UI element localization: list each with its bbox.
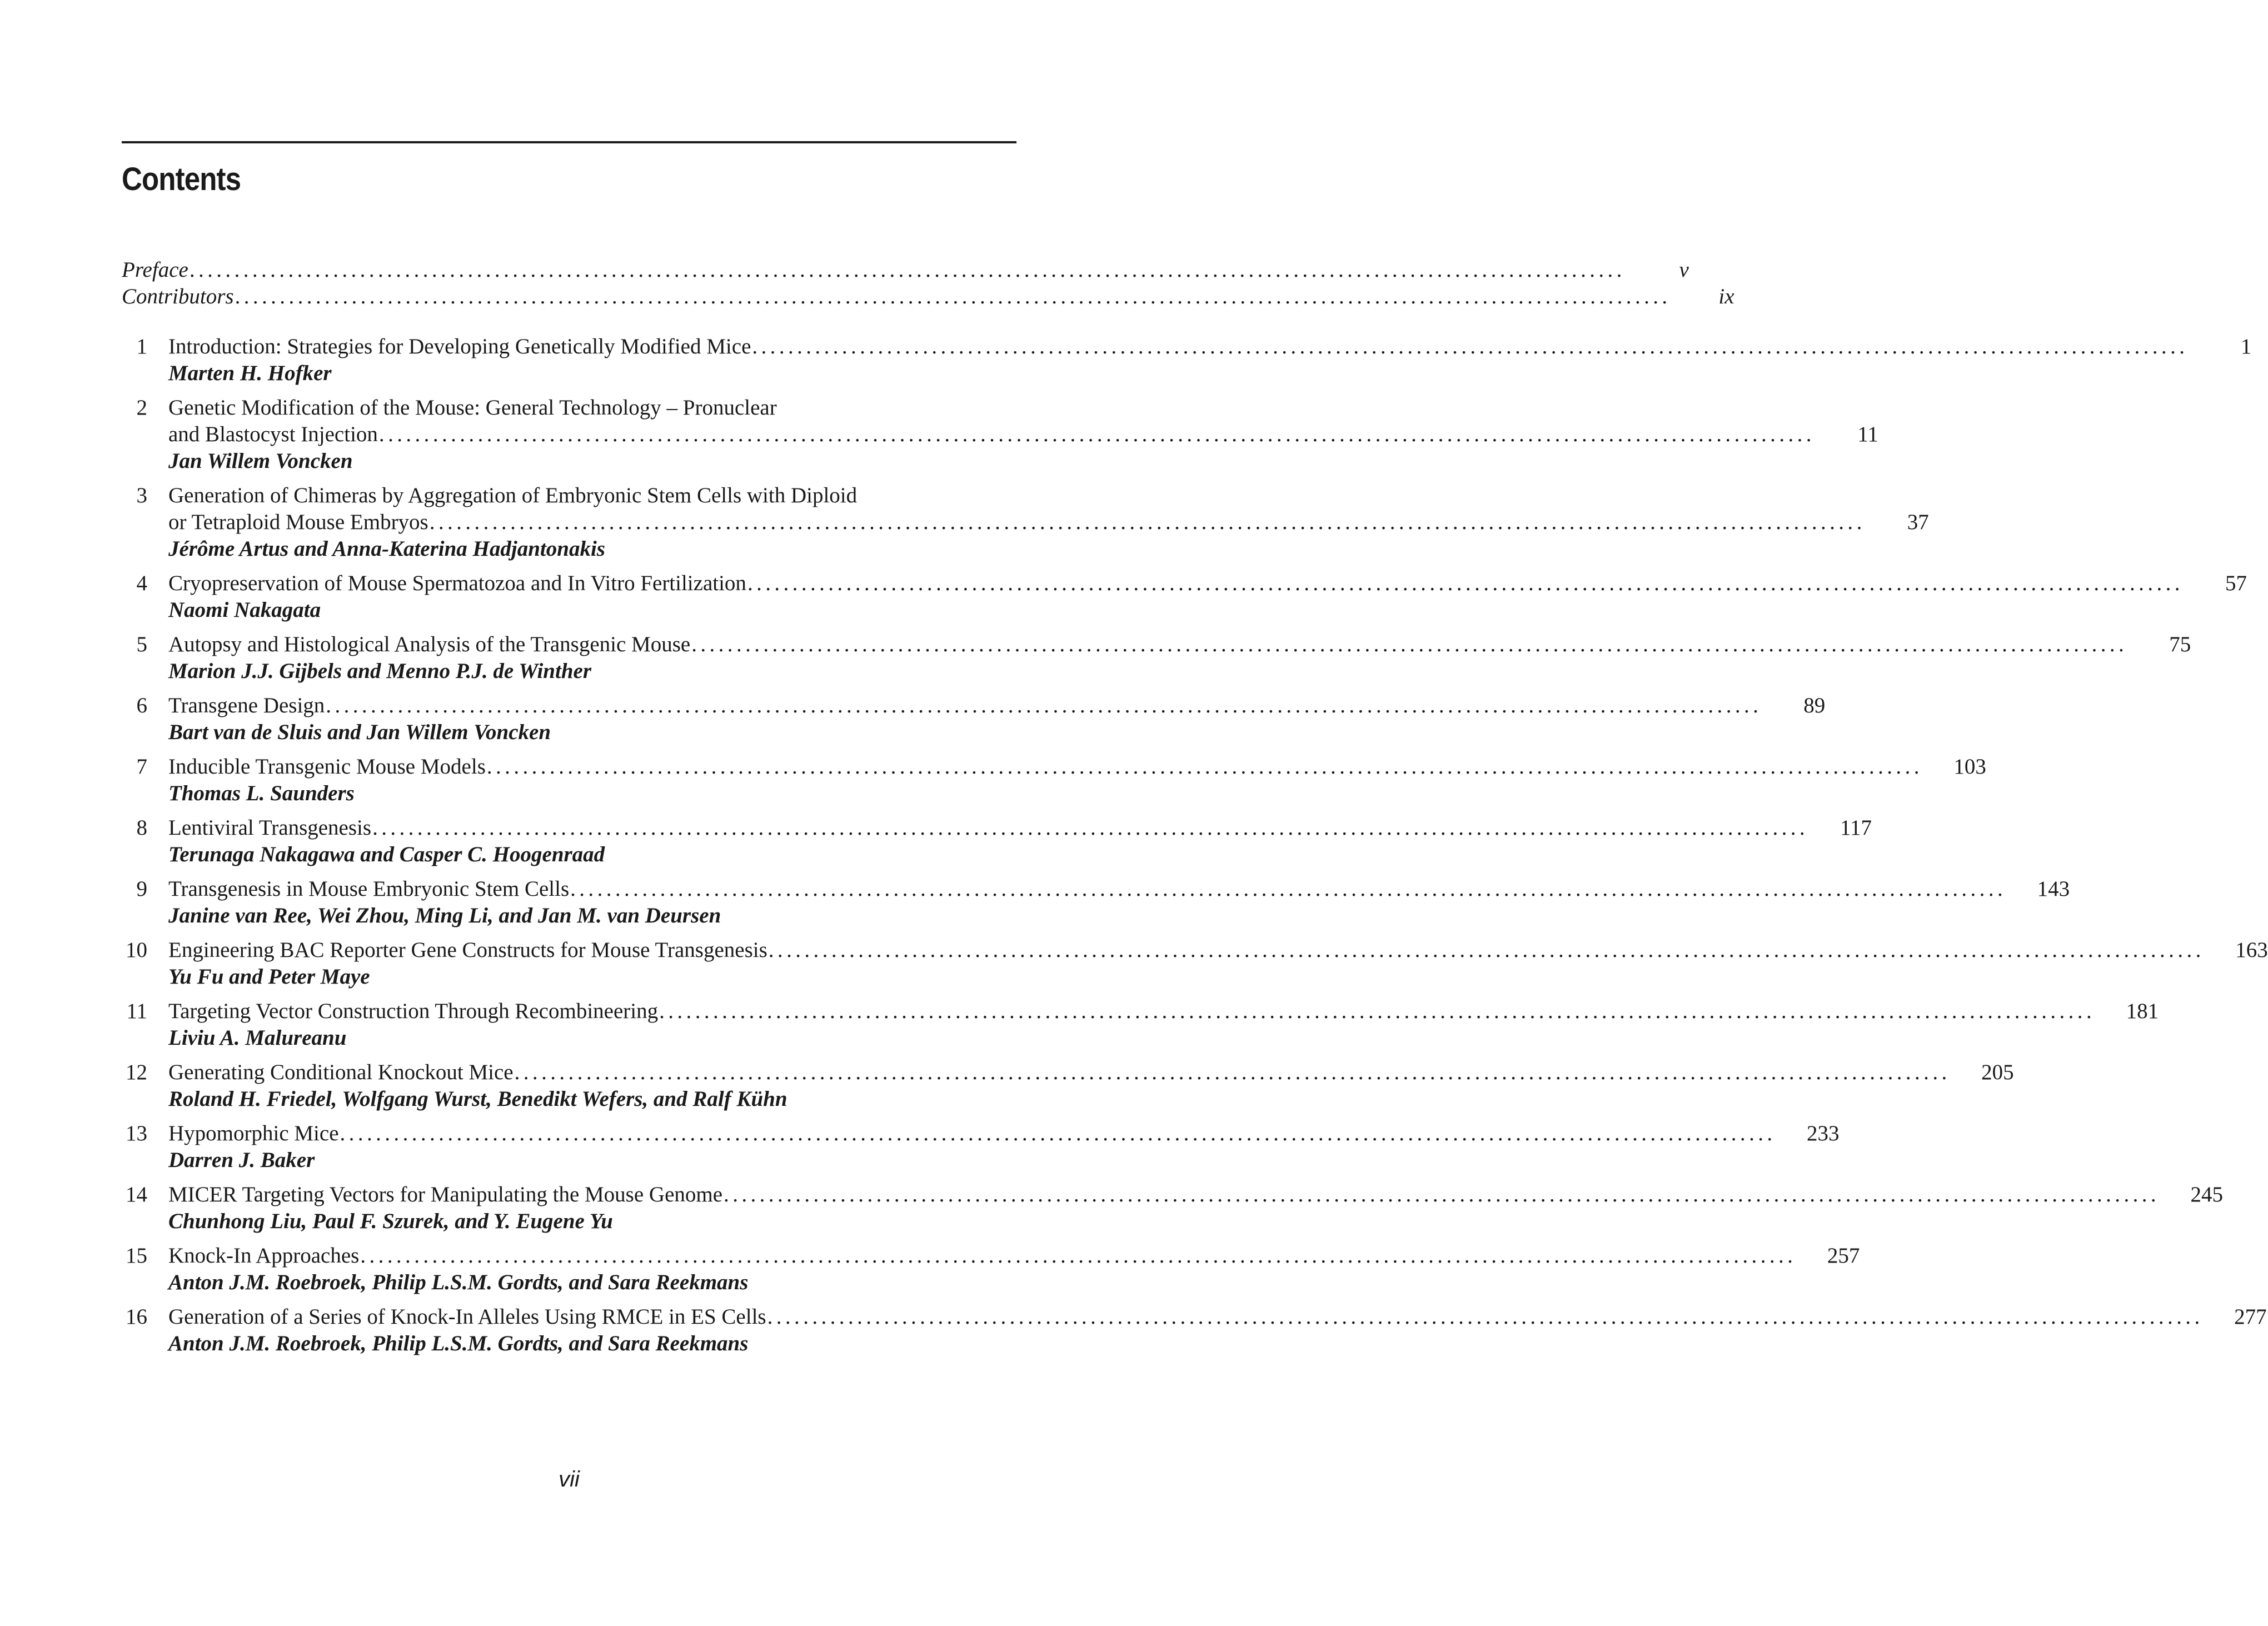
entry-title: MICER Targeting Vectors for Manipulating the Mouse Genome: [168, 1183, 723, 1206]
chapter-authors: Yu Fu and Peter Maye: [168, 965, 370, 989]
chapter-authors: Roland H. Friedel, Wolfgang Wurst, Benedikt Wefers, and Ralf Kühn: [168, 1087, 787, 1111]
chapter-title-line: [168, 333, 2252, 360]
chapter-entry: [122, 570, 2247, 624]
entry-title: Targeting Vector Construction Through Recombineering: [168, 999, 659, 1023]
dot-leader: ................................................................................................................................................................: [326, 694, 1762, 717]
chapter-entry: [122, 754, 1986, 807]
chapter-entry: [122, 998, 2159, 1051]
chapter-title-line: [168, 570, 2247, 597]
front-matter-list: [122, 257, 1734, 310]
chapter-number: 5: [136, 632, 147, 656]
chapter-title-line: [168, 1120, 1840, 1147]
chapter-title-line: [168, 692, 1826, 719]
chapter-number: 8: [136, 816, 147, 840]
table-of-contents: [122, 257, 2268, 1365]
chapter-authors: Jan Willem Voncken: [168, 449, 353, 473]
dot-leader: ................................................................................................................................................................: [691, 632, 2128, 656]
chapter-title-line: [168, 631, 2191, 658]
chapter-number: 1: [136, 335, 147, 358]
chapter-number: 12: [126, 1060, 147, 1084]
chapter-number: 7: [136, 755, 147, 779]
entry-page-number: 37: [1907, 510, 1929, 534]
chapter-number: 6: [136, 694, 147, 717]
chapter-title-line: [168, 1181, 2224, 1208]
chapter-entry: [122, 1243, 1860, 1296]
chapter-authors: Liviu A. Malureanu: [168, 1026, 347, 1050]
dot-leader: ................................................................................................................................................................: [372, 816, 1809, 840]
entry-title: and Blastocyst Injection: [168, 422, 378, 446]
page-title: Contents: [122, 161, 241, 197]
chapter-entry: [122, 1181, 2224, 1235]
chapter-entry: [122, 1304, 2267, 1357]
dot-leader: ................................................................................................................................................................: [189, 258, 1626, 282]
chapter-number: 4: [136, 571, 147, 595]
entry-page-number: 163: [2235, 938, 2268, 962]
entry-page-number: 75: [2169, 632, 2191, 656]
chapter-number: 13: [126, 1121, 147, 1145]
chapter-entry: [122, 937, 2268, 990]
entry-page-number: 205: [1981, 1060, 2014, 1084]
chapter-title-line: [168, 1059, 2014, 1086]
entry-page-number: 245: [2190, 1183, 2224, 1206]
chapter-entry: [122, 395, 1878, 475]
dot-leader: ................................................................................................................................................................: [514, 1060, 1951, 1084]
chapter-authors: Terunaga Nakagawa and Casper C. Hoogenraad: [168, 842, 605, 866]
entry-page-number: 143: [2037, 877, 2070, 901]
dot-leader: ................................................................................................................................................................: [659, 999, 2096, 1023]
chapter-title-line: [168, 937, 2268, 964]
chapter-authors: Anton J.M. Roebroek, Philip L.S.M. Gordts, and Sara Reekmans: [168, 1331, 749, 1355]
chapter-authors: Anton J.M. Roebroek, Philip L.S.M. Gordts, and Sara Reekmans: [168, 1270, 749, 1294]
entry-page-number: 103: [1953, 755, 1986, 779]
chapter-entry: [122, 482, 1929, 562]
chapter-entry: [122, 815, 1872, 868]
entry-title: or Tetraploid Mouse Embryos: [168, 510, 428, 534]
chapter-number: 2: [136, 396, 147, 420]
chapter-entry: [122, 1059, 2014, 1113]
chapter-title-line: [168, 395, 1016, 421]
entry-page-number: 89: [1803, 694, 1826, 717]
entry-title: Genetic Modification of the Mouse: General Technology – Pronuclear: [168, 396, 777, 420]
dot-leader: ................................................................................................................................................................: [752, 335, 2189, 358]
chapter-number: 15: [126, 1244, 147, 1268]
entry-page-number: v: [1679, 258, 1689, 282]
chapter-authors: Thomas L. Saunders: [168, 781, 355, 805]
dot-leader: ................................................................................................................................................................: [340, 1121, 1776, 1145]
entry-title: Autopsy and Histological Analysis of the Transgenic Mouse: [168, 632, 691, 656]
entry-page-number: ix: [1718, 285, 1734, 308]
dot-leader: ................................................................................................................................................................: [429, 510, 1866, 534]
chapter-title-line: [168, 1304, 2267, 1330]
chapter-authors: Jérôme Artus and Anna-Katerina Hadjantonakis: [168, 537, 605, 561]
entry-page-number: 257: [1827, 1244, 1860, 1268]
entry-title: Contributors: [122, 285, 234, 308]
entry-title: Generation of a Series of Knock-In Alleles Using RMCE in ES Cells: [168, 1305, 766, 1329]
dot-leader: ................................................................................................................................................................: [767, 1305, 2204, 1329]
chapter-title-line: [168, 509, 1929, 536]
page-number: vii: [559, 1467, 580, 1492]
entry-title: Engineering BAC Reporter Gene Constructs for Mouse Transgenesis: [168, 938, 767, 962]
entry-title: Inducible Transgenic Mouse Models: [168, 755, 486, 779]
chapter-entry: [122, 333, 2252, 387]
entry-title: Cryopreservation of Mouse Spermatozoa and In Vitro Fertilization: [168, 571, 746, 595]
dot-leader: ................................................................................................................................................................: [360, 1244, 1797, 1268]
dot-leader: ................................................................................................................................................................: [235, 285, 1671, 308]
entry-title: Transgene Design: [168, 694, 325, 717]
chapter-title-line: [168, 482, 1016, 509]
chapter-authors: Chunhong Liu, Paul F. Szurek, and Y. Eugene Yu: [168, 1209, 613, 1233]
chapter-title-line: [168, 754, 1986, 780]
chapter-title-line: [168, 876, 2070, 902]
chapter-entry: [122, 1120, 1840, 1174]
front-matter-item: [122, 257, 1689, 283]
dot-leader: ................................................................................................................................................................: [768, 938, 2205, 962]
chapter-authors: Bart van de Sluis and Jan Willem Voncken: [168, 720, 551, 744]
chapter-entry: [122, 692, 1826, 746]
entry-page-number: 233: [1807, 1121, 1840, 1145]
entry-title: Hypomorphic Mice: [168, 1121, 339, 1145]
dot-leader: ................................................................................................................................................................: [747, 571, 2184, 595]
chapter-authors: Darren J. Baker: [168, 1148, 315, 1172]
chapter-number: 3: [136, 483, 147, 507]
chapter-number: 10: [126, 938, 147, 962]
dot-leader: ................................................................................................................................................................: [486, 755, 1923, 779]
chapter-number: 16: [126, 1305, 147, 1329]
dot-leader: ................................................................................................................................................................: [724, 1183, 2160, 1206]
chapter-title-line: [168, 421, 1878, 448]
entry-title: Generating Conditional Knockout Mice: [168, 1060, 514, 1084]
entry-page-number: 1: [2240, 335, 2252, 358]
chapter-title-line: [168, 998, 2159, 1025]
chapter-number: 11: [126, 999, 147, 1023]
chapter-entry: [122, 876, 2070, 929]
dot-leader: ................................................................................................................................................................: [378, 422, 1815, 446]
entry-title: Transgenesis in Mouse Embryonic Stem Cells: [168, 877, 570, 901]
chapter-authors: Naomi Nakagata: [168, 598, 321, 622]
dot-leader: ................................................................................................................................................................: [570, 877, 2007, 901]
entry-title: Generation of Chimeras by Aggregation of Embryonic Stem Cells with Diploid: [168, 483, 858, 507]
entry-page-number: 277: [2234, 1305, 2267, 1329]
chapter-number: 14: [126, 1183, 147, 1206]
entry-page-number: 11: [1857, 422, 1878, 446]
entry-title: Knock-In Approaches: [168, 1244, 360, 1268]
chapter-entry: [122, 631, 2191, 685]
entry-title: Preface: [122, 258, 188, 282]
entry-title: Introduction: Strategies for Developing Genetically Modified Mice: [168, 335, 751, 358]
top-rule: [122, 141, 1016, 143]
chapter-number: 9: [136, 877, 147, 901]
entry-page-number: 181: [2126, 999, 2159, 1023]
entry-title: Lentiviral Transgenesis: [168, 816, 372, 840]
front-matter-item: [122, 283, 1734, 310]
entry-page-number: 117: [1840, 816, 1872, 840]
chapter-authors: Marten H. Hofker: [168, 361, 332, 385]
entry-page-number: 57: [2225, 571, 2247, 595]
chapter-authors: Marion J.J. Gijbels and Menno P.J. de Winther: [168, 659, 592, 683]
chapter-title-line: [168, 1243, 1860, 1269]
chapter-authors: Janine van Ree, Wei Zhou, Ming Li, and Jan M. van Deursen: [168, 904, 721, 927]
chapter-title-line: [168, 815, 1872, 841]
